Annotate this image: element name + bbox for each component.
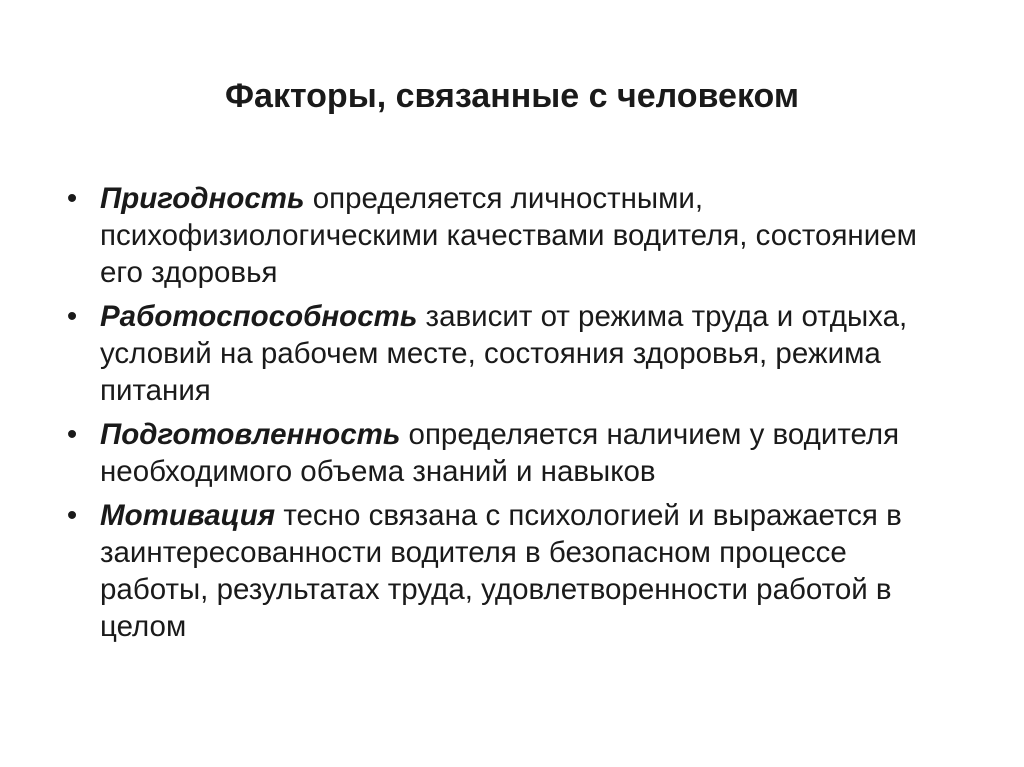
bullet-text: тесно связана с психологией и выражается в заинтересованности водителя в безопасном процессе работы, результатах труда, удовлетворенности работой в целом <box>100 499 902 643</box>
bullet-item-suitability <box>62 180 962 291</box>
slide-title: Факторы, связанные с человеком <box>225 77 799 115</box>
bullet-item-preparedness <box>62 416 962 490</box>
bullet-list <box>62 180 962 652</box>
bullet-icon: • <box>66 418 78 451</box>
bullet-icon: • <box>66 499 78 532</box>
bullet-icon: • <box>66 300 78 333</box>
bullet-text: зависит от режима труда и отдыха, условий на рабочем месте, состояния здоровья, режима питания <box>100 300 908 407</box>
bullet-item-work-capacity <box>62 298 962 409</box>
bullet-text: определяется личностными, психофизиологическими качествами водителя, состоянием его здоровья <box>100 182 917 289</box>
bullet-text: определяется наличием у водителя необходимого объема знаний и навыков <box>100 418 900 488</box>
bullet-term: Работоспособность <box>100 300 418 333</box>
bullet-term: Пригодность <box>100 182 305 215</box>
bullet-icon: • <box>66 182 78 215</box>
bullet-term: Подготовленность <box>100 418 401 451</box>
bullet-term: Мотивация <box>100 499 276 532</box>
bullet-item-motivation <box>62 497 962 645</box>
